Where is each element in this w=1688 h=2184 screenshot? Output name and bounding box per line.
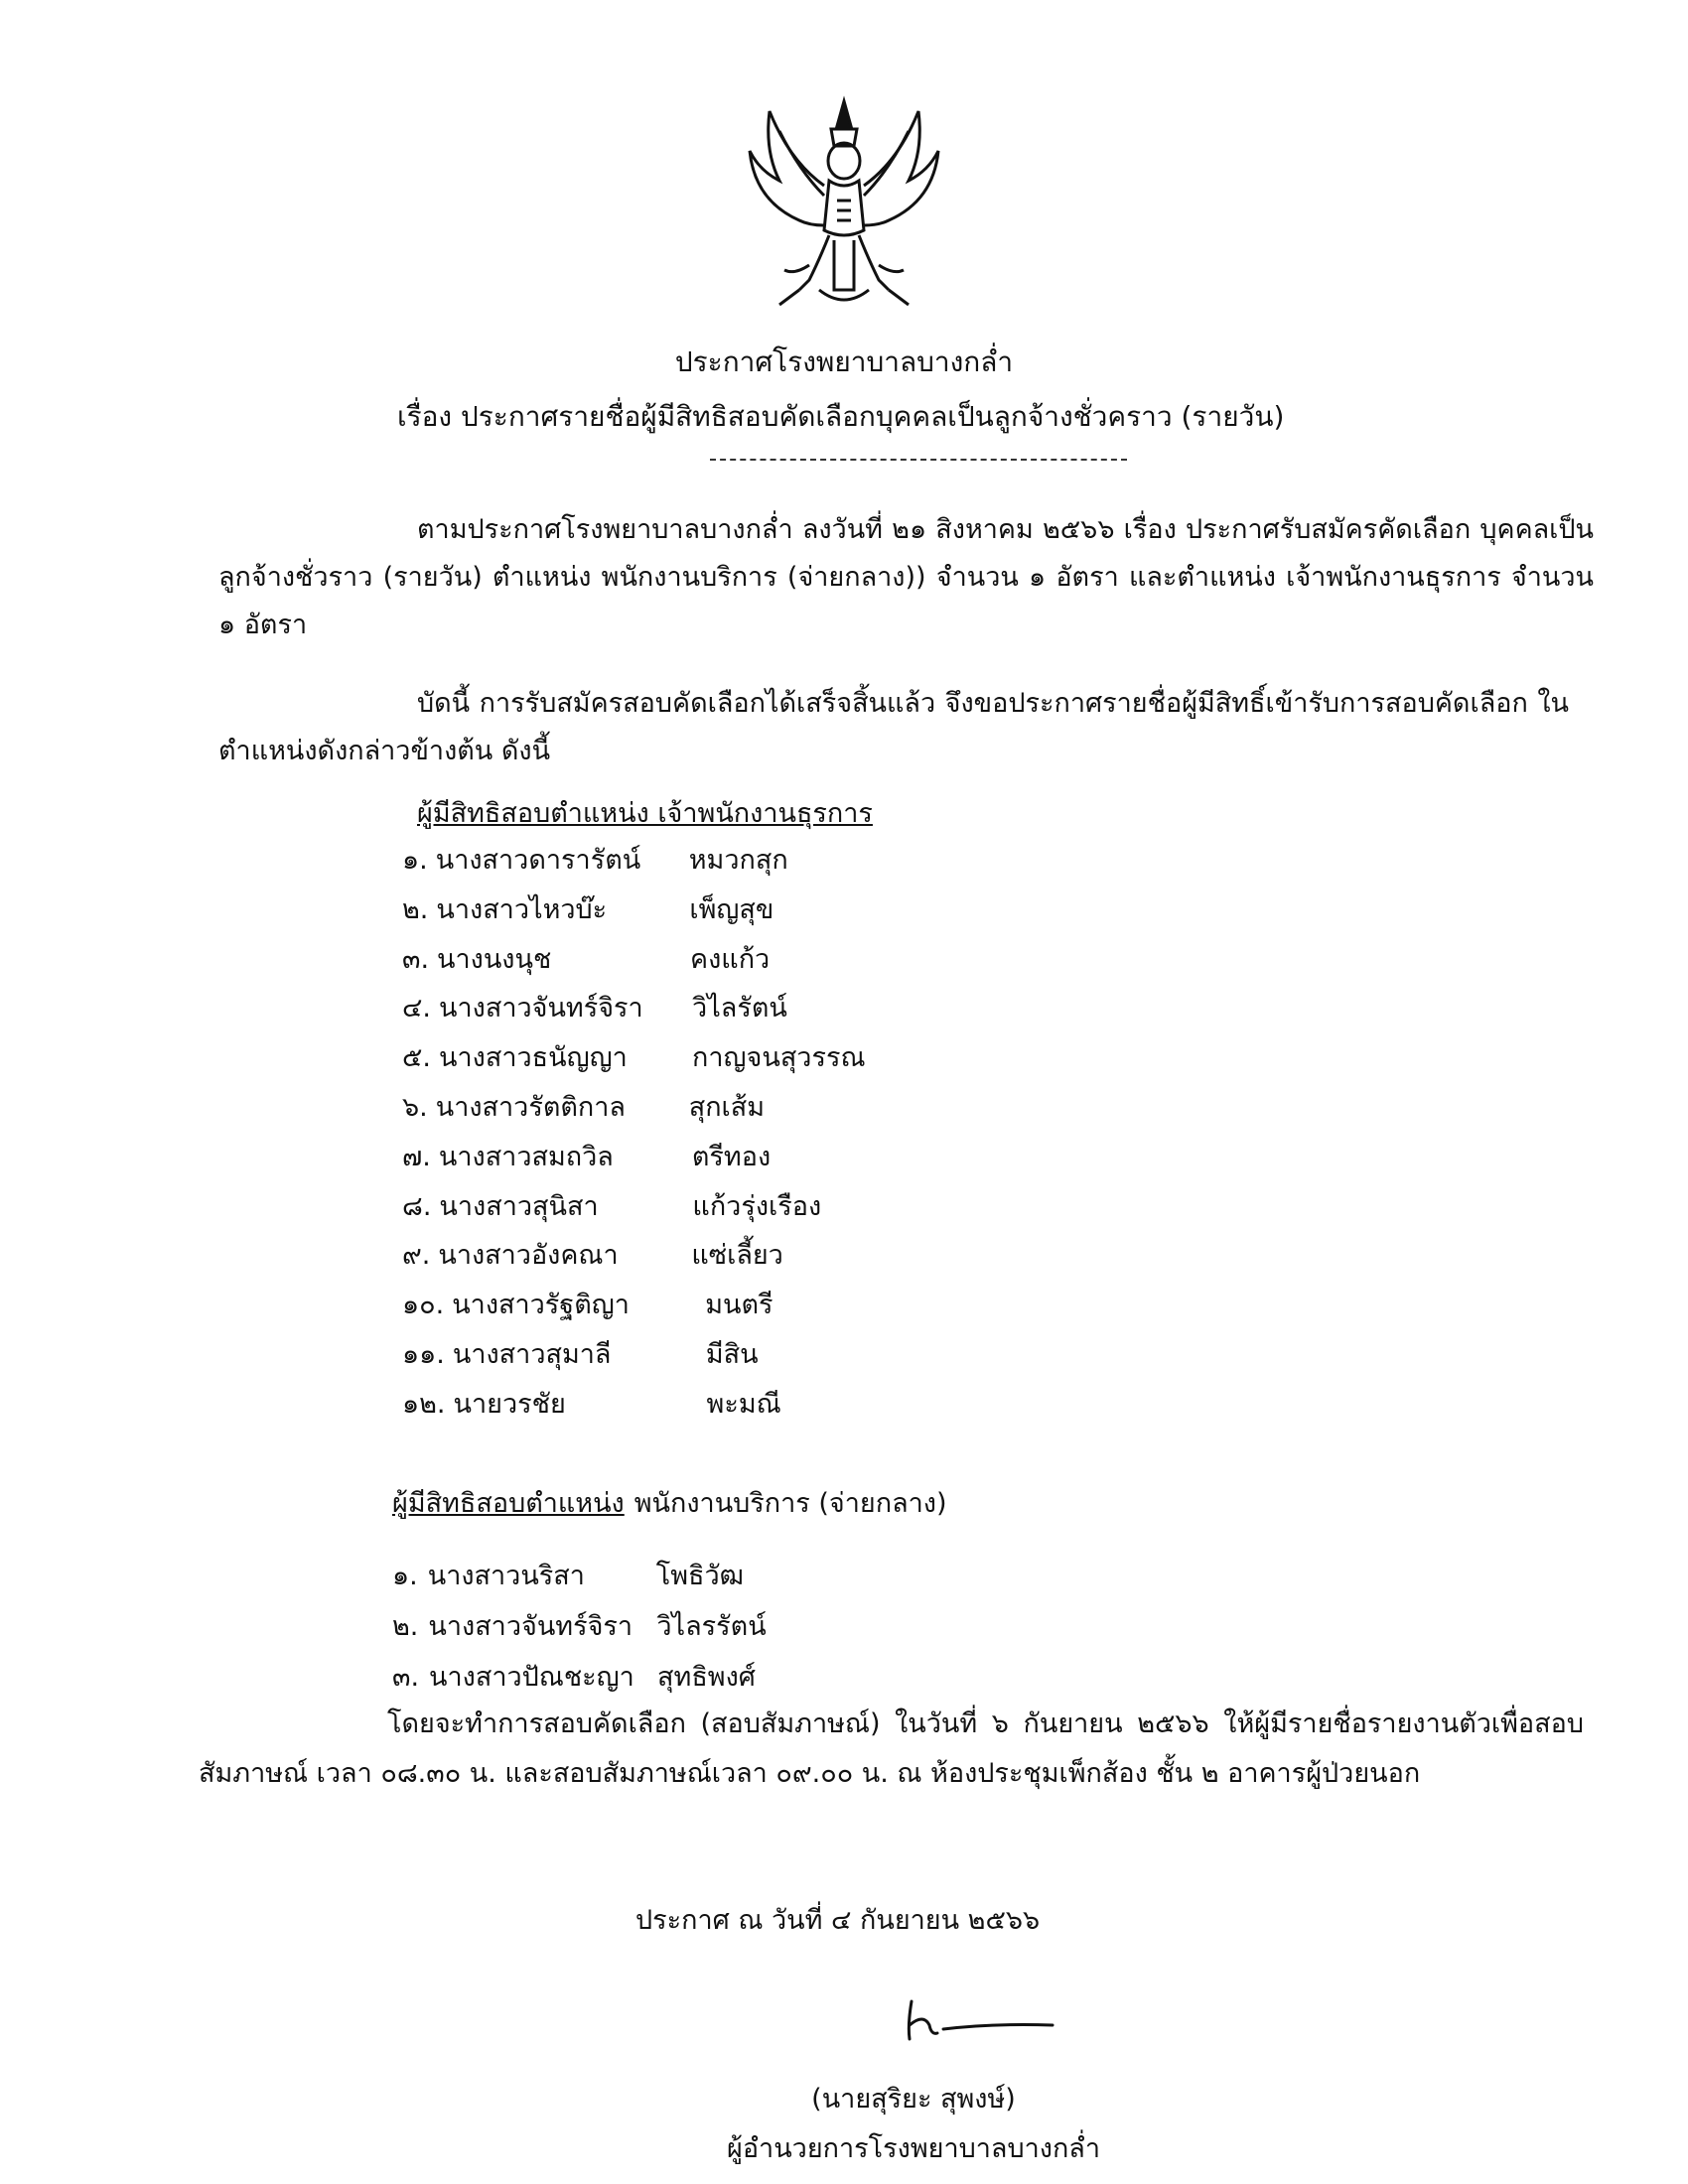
item-number: ๑. xyxy=(392,1561,418,1591)
list-item xyxy=(402,1380,866,1430)
list-item xyxy=(402,1231,866,1281)
paragraph-intro: ตามประกาศโรงพยาบาลบางกล่ำ ลงวันที่ ๒๑ สิงหาคม ๒๕๖๖ เรื่อง ประกาศรับสมัครคัดเลือก บุคคลเป็นลูกจ้างชั่วราว (รายวัน) ตำแหน่ง พนักงานบริการ (จ่ายกลาง)) จำนวน ๑ อัตรา และตำแหน่ง เจ้าพนักงานธุรการ จำนวน ๑ อัตรา xyxy=(218,514,1594,640)
signer-name: (นายสุริยะ สุพงษ์) xyxy=(811,2084,1016,2115)
list-item xyxy=(402,1281,866,1330)
candidate-surname: พะมณี xyxy=(706,1388,781,1420)
candidate-surname: วิไลรรัตน์ xyxy=(656,1611,767,1642)
candidate-surname: โพธิวัฒ xyxy=(655,1561,745,1591)
divider xyxy=(710,459,1127,461)
candidate-name: นางนงนุช xyxy=(437,943,552,975)
list-item xyxy=(402,935,866,985)
candidate-surname: แซ่เลี้ยว xyxy=(691,1240,783,1272)
list-item xyxy=(402,1133,866,1182)
list-item xyxy=(392,1601,767,1652)
item-number: ๖. xyxy=(402,1091,428,1123)
candidate-surname: หมวกสุก xyxy=(688,845,788,876)
section-heading-service xyxy=(392,1484,947,1524)
list-item xyxy=(392,1652,767,1703)
service-candidate-list xyxy=(392,1551,767,1703)
candidate-name: นางสาวปัณชะญา xyxy=(429,1662,634,1693)
candidate-name: นางสาวรัฐติญา xyxy=(452,1290,630,1321)
list-item xyxy=(402,1083,866,1133)
item-number: ๓. xyxy=(402,943,430,975)
candidate-surname: กาญจนสุวรรณ xyxy=(692,1042,866,1074)
candidate-name: นางสาวสุนิสา xyxy=(439,1190,599,1222)
candidate-name: นายวรชัย xyxy=(453,1388,566,1420)
signer-title: ผู้อำนวยการโรงพยาบาลบางกล่ำ xyxy=(727,2133,1100,2164)
item-number: ๓. xyxy=(392,1662,420,1693)
list-item xyxy=(402,1330,866,1380)
candidate-name: นางสาวธนัญญา xyxy=(439,1042,628,1074)
item-number: ๑๒. xyxy=(402,1388,446,1420)
candidate-surname: เพ็ญสุข xyxy=(689,893,774,925)
candidate-surname: แก้วรุ่งเรือง xyxy=(692,1190,822,1222)
candidate-surname: คงแก้ว xyxy=(690,943,771,975)
candidate-name: นางสาวอังคณา xyxy=(438,1240,619,1272)
item-number: ๑๐. xyxy=(402,1290,445,1321)
item-number: ๙. xyxy=(402,1240,431,1272)
item-number: ๕. xyxy=(402,1042,432,1074)
list-item xyxy=(402,1033,866,1083)
clerk-candidate-list xyxy=(402,836,866,1430)
candidate-surname: สุทธิพงศ์ xyxy=(657,1662,756,1693)
candidate-name: นางสาวจันทร์จิรา xyxy=(439,993,643,1024)
candidate-surname: วิไลรัตน์ xyxy=(692,993,787,1024)
paragraph-exam-schedule: โดยจะทำการสอบคัดเลือก (สอบสัมภาษณ์) ในวันที่ ๖ กันยายน ๒๕๖๖ ให้ผู้มีรายชื่อรายงานตัวเพื่อสอบสัมภาษณ์ เวลา ๐๘.๓๐ น. และสอบสัมภาษณ์เวลา ๐๙.๐๐ น. ณ ห้องประชุมเพ็กส้อง ชั้น ๒ อาคารผู้ป่วยนอก xyxy=(199,1708,1584,1789)
item-number: ๑๑. xyxy=(402,1338,445,1370)
list-item xyxy=(402,984,866,1033)
candidate-name: นางสาวไหวบ๊ะ xyxy=(436,893,608,925)
candidate-surname: มีสิน xyxy=(705,1338,759,1370)
candidate-surname: ตรีทอง xyxy=(691,1141,772,1172)
item-number: ๒. xyxy=(392,1611,419,1642)
list-item xyxy=(402,836,866,886)
paragraph-announcement: บัดนี้ การรับสมัครสอบคัดเลือกได้เสร็จสิ้นแล้ว จึงขอประกาศรายชื่อผู้มีสิทธิ์เข้ารับการสอบคัดเลือก ในตำแหน่งดังกล่าวข้างต้น ดังนี้ xyxy=(218,688,1569,766)
item-number: ๘. xyxy=(402,1190,432,1222)
item-number: ๔. xyxy=(402,993,432,1024)
page-title: ประกาศโรงพยาบาลบางกล่ำ xyxy=(674,345,1014,378)
signature-mark xyxy=(904,1995,1062,2045)
candidate-name: นางสาวดารารัตน์ xyxy=(435,845,641,876)
candidate-surname: สุกเส้ม xyxy=(688,1091,766,1123)
item-number: ๑. xyxy=(402,845,428,876)
candidate-name: นางสาวนริสา xyxy=(427,1561,585,1591)
candidate-surname: มนตรี xyxy=(705,1290,774,1321)
item-number: ๗. xyxy=(402,1141,431,1172)
candidate-name: นางสาวสุมาลี xyxy=(452,1338,612,1370)
candidate-name: นางสาวรัตติกาล xyxy=(435,1091,626,1123)
garuda-emblem xyxy=(740,91,948,330)
section-heading-label: ผู้มีสิทธิสอบตำแหน่ง xyxy=(392,1488,625,1519)
list-item xyxy=(392,1551,767,1601)
candidate-name: นางสาวจันทร์จิรา xyxy=(428,1611,633,1642)
item-number: ๒. xyxy=(402,893,429,925)
candidate-name: นางสาวสมถวิล xyxy=(438,1141,614,1172)
list-item xyxy=(402,886,866,935)
section-heading-position: พนักงานบริการ (จ่ายกลาง) xyxy=(633,1488,947,1519)
announcement-date: ประกาศ ณ วันที่ ๔ กันยายน ๒๕๖๖ xyxy=(635,1905,1041,1936)
document-subject: เรื่อง ประกาศรายชื่อผู้มีสิทธิสอบคัดเลือกบุคคลเป็นลูกจ้างชั่วคราว (รายวัน) xyxy=(397,400,1285,433)
section-heading-clerk: ผู้มีสิทธิสอบตำแหน่ง เจ้าพนักงานธุรการ xyxy=(417,798,873,829)
list-item xyxy=(402,1182,866,1232)
